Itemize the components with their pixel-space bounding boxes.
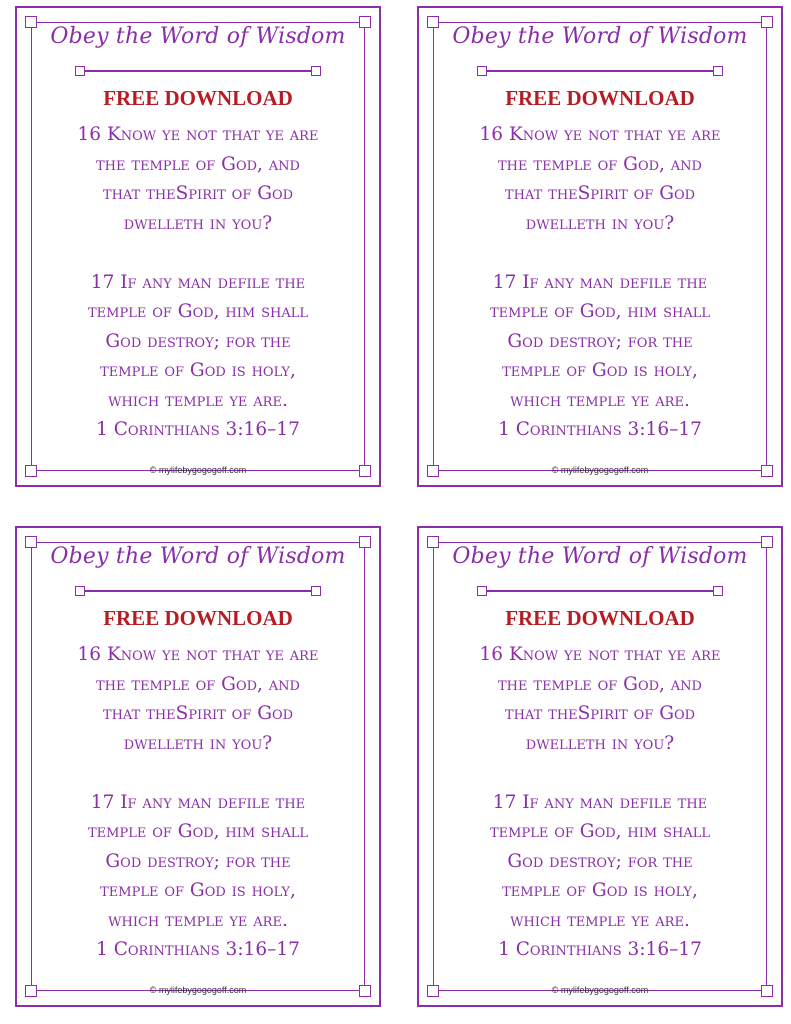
free-download-heading: FREE DOWNLOAD bbox=[505, 86, 695, 110]
verse-line: the temple of God, and bbox=[498, 673, 702, 695]
verse-line: 16 Know ye not that ye are bbox=[479, 124, 721, 145]
verse-line: which temple ye are. bbox=[510, 389, 690, 411]
verse-line: temple of God, him shall bbox=[490, 821, 710, 842]
card-top-left bbox=[15, 6, 381, 487]
free-download-heading: FREE DOWNLOAD bbox=[103, 86, 293, 110]
scripture-reference: 1 Corinthians 3:16–17 bbox=[96, 419, 300, 440]
card-title: Obey the Word of Wisdom bbox=[50, 24, 346, 49]
verse-line: that theSpirit of God bbox=[102, 703, 294, 724]
copyright-credit: © mylifebygogogoff.com bbox=[551, 985, 649, 995]
verse-line: 17 If any man defile the bbox=[90, 271, 306, 293]
verse-line: God destroy; for the bbox=[507, 850, 693, 872]
verse-line: the temple of God, and bbox=[96, 673, 300, 695]
card-top-right bbox=[417, 6, 783, 487]
scripture-reference: 1 Corinthians 3:16–17 bbox=[498, 939, 702, 960]
scripture-reference: 1 Corinthians 3:16–17 bbox=[96, 939, 300, 960]
verse-line: temple of God is holy, bbox=[502, 360, 698, 381]
verse-line: 16 Know ye not that ye are bbox=[77, 124, 319, 145]
title-divider bbox=[477, 66, 723, 76]
verse-line: that theSpirit of God bbox=[504, 703, 696, 724]
verse-line: God destroy; for the bbox=[105, 850, 291, 872]
verse-line: dwelleth in you? bbox=[525, 212, 675, 234]
verse-line: 17 If any man defile the bbox=[90, 791, 306, 813]
verse-line: that theSpirit of God bbox=[102, 183, 294, 204]
card-title: Obey the Word of Wisdom bbox=[452, 544, 748, 569]
verse-line: dwelleth in you? bbox=[123, 732, 273, 754]
card-title: Obey the Word of Wisdom bbox=[50, 544, 346, 569]
verse-line: 17 If any man defile the bbox=[492, 271, 708, 293]
verse-line: dwelleth in you? bbox=[123, 212, 273, 234]
verse-line: 16 Know ye not that ye are bbox=[77, 644, 319, 665]
verse-line: temple of God, him shall bbox=[88, 821, 308, 842]
free-download-heading: FREE DOWNLOAD bbox=[505, 606, 695, 630]
scripture-reference: 1 Corinthians 3:16–17 bbox=[498, 419, 702, 440]
verse-line: the temple of God, and bbox=[498, 153, 702, 175]
copyright-credit: © mylifebygogogoff.com bbox=[149, 985, 247, 995]
title-divider bbox=[75, 66, 321, 76]
verse-line: temple of God is holy, bbox=[100, 880, 296, 901]
verse-line: which temple ye are. bbox=[108, 389, 288, 411]
verse-line: which temple ye are. bbox=[510, 909, 690, 931]
verse-line: temple of God, him shall bbox=[88, 301, 308, 322]
verse-line: God destroy; for the bbox=[105, 330, 291, 352]
card-title: Obey the Word of Wisdom bbox=[452, 24, 748, 49]
title-divider bbox=[75, 586, 321, 596]
verse-line: the temple of God, and bbox=[96, 153, 300, 175]
verse-text bbox=[429, 640, 771, 965]
verse-line: 17 If any man defile the bbox=[492, 791, 708, 813]
verse-text bbox=[27, 120, 369, 445]
copyright-credit: © mylifebygogogoff.com bbox=[551, 465, 649, 475]
verse-line: dwelleth in you? bbox=[525, 732, 675, 754]
verse-text bbox=[27, 640, 369, 965]
card-bottom-left bbox=[15, 526, 381, 1007]
card-bottom-right bbox=[417, 526, 783, 1007]
title-divider bbox=[477, 586, 723, 596]
verse-line: temple of God is holy, bbox=[100, 360, 296, 381]
copyright-credit: © mylifebygogogoff.com bbox=[149, 465, 247, 475]
verse-line: temple of God is holy, bbox=[502, 880, 698, 901]
verse-line: temple of God, him shall bbox=[490, 301, 710, 322]
verse-line: which temple ye are. bbox=[108, 909, 288, 931]
verse-line: that theSpirit of God bbox=[504, 183, 696, 204]
verse-text bbox=[429, 120, 771, 445]
verse-line: 16 Know ye not that ye are bbox=[479, 644, 721, 665]
free-download-heading: FREE DOWNLOAD bbox=[103, 606, 293, 630]
verse-line: God destroy; for the bbox=[507, 330, 693, 352]
